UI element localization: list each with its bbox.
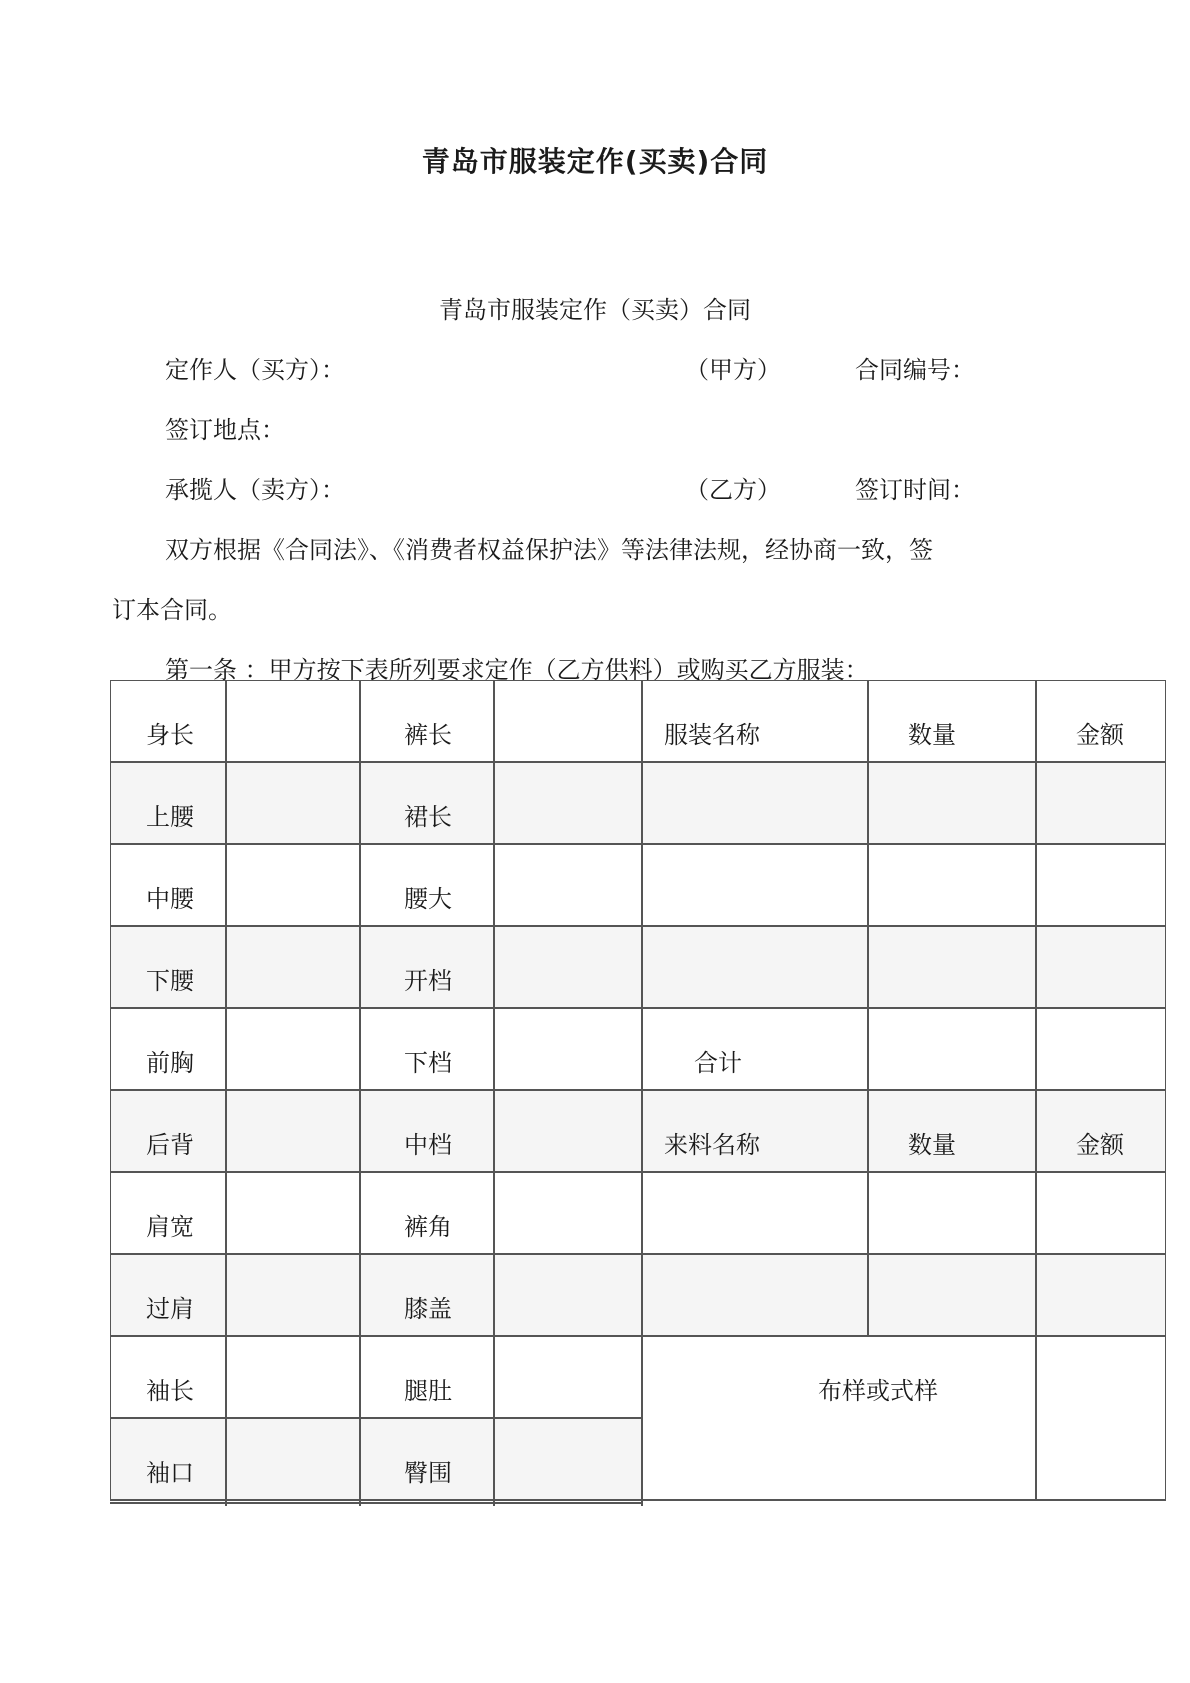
measure-label: 身长 [146, 721, 194, 749]
measure-label: 开档 [404, 967, 452, 995]
material-amount-header: 金额 [1076, 1131, 1124, 1159]
measure-label: 裤长 [404, 721, 452, 749]
sample-label: 布样或式样 [818, 1377, 938, 1405]
measure-label: 腰大 [404, 885, 452, 913]
order-table [110, 680, 1166, 1506]
measure-label: 中档 [404, 1131, 452, 1159]
contract-subtitle: 青岛市服装定作（买卖）合同 [439, 296, 751, 324]
measure-label: 肩宽 [146, 1213, 194, 1241]
party-b-label: （乙方） [685, 476, 781, 504]
measure-label: 后背 [146, 1131, 194, 1159]
party-a-label: （甲方） [685, 356, 781, 384]
measure-label: 下腰 [146, 967, 194, 995]
signing-place-label: 签订地点： [165, 416, 285, 444]
document-title: 青岛市服装定作(买卖)合同 [421, 145, 769, 178]
intro-paragraph-line2: 订本合同。 [112, 596, 232, 624]
buyer-label: 定作人（买方）： [165, 356, 345, 384]
contract-number-label: 合同编号： [855, 356, 975, 384]
measure-label: 上腰 [146, 803, 194, 831]
measure-label: 过肩 [146, 1295, 194, 1323]
measure-label: 前胸 [146, 1049, 194, 1077]
signing-time-label: 签订时间： [855, 476, 975, 504]
measure-label: 袖口 [146, 1459, 194, 1487]
article-1: 第一条 ：甲方按下表所列要求定作（乙方供料）或购买乙方服装： [165, 656, 869, 684]
table-grid [110, 680, 1166, 1506]
seller-label: 承揽人（卖方）： [165, 476, 345, 504]
measure-label: 膝盖 [404, 1295, 452, 1323]
garment-name-header: 服装名称 [664, 721, 760, 749]
measure-label: 腿肚 [404, 1377, 452, 1405]
intro-paragraph-line1: 双方根据《合同法》、《消费者权益保护法》等法律法规，经协商一致，签 [165, 536, 933, 564]
total-label: 合计 [694, 1049, 742, 1077]
measure-label: 裤角 [404, 1213, 452, 1241]
measure-label: 袖长 [146, 1377, 194, 1405]
measure-label: 裙长 [404, 803, 452, 831]
amount-header: 金额 [1076, 721, 1124, 749]
measure-label: 下档 [404, 1049, 452, 1077]
material-quantity-header: 数量 [908, 1131, 956, 1159]
quantity-header: 数量 [908, 721, 956, 749]
measure-label: 臀围 [404, 1459, 452, 1487]
material-name-header: 来料名称 [664, 1131, 760, 1159]
measure-label: 中腰 [146, 885, 194, 913]
